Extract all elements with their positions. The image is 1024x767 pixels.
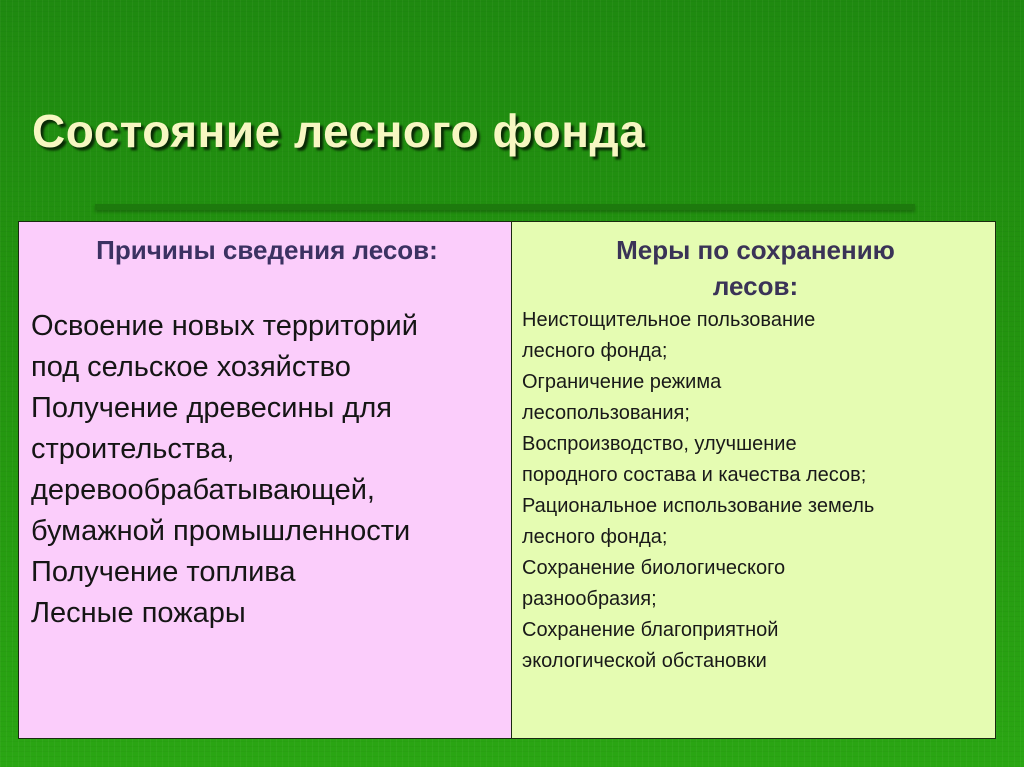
causes-line: Получение древесины для: [31, 392, 392, 424]
comparison-table: [18, 221, 996, 739]
measures-line: Неистощительное пользование: [522, 309, 816, 331]
measures-list: [522, 305, 989, 677]
causes-line: Получение топлива: [31, 556, 296, 588]
causes-list: [31, 306, 503, 634]
slide-title: Состояние лесного фонда: [32, 105, 646, 157]
causes-column: [19, 222, 512, 738]
causes-line: под сельское хозяйство: [31, 351, 351, 383]
causes-line: Освоение новых территорий: [31, 310, 418, 342]
measures-line: Сохранение биологического: [522, 557, 786, 579]
causes-line: бумажной промышленности: [31, 515, 411, 547]
measures-line: разнообразия;: [522, 588, 657, 610]
causes-heading: Причины сведения лесов:: [96, 235, 438, 265]
measures-column: [512, 222, 995, 738]
measures-line: Воспроизводство, улучшение: [522, 433, 797, 455]
measures-heading-line-2: лесов:: [712, 271, 799, 301]
measures-heading-line-1: Меры по сохранению: [616, 235, 895, 265]
title-divider: [95, 204, 915, 210]
measures-line: Сохранение благоприятной: [522, 619, 779, 641]
measures-line: Рациональное использование земель: [522, 495, 875, 517]
causes-line: строительства,: [31, 433, 235, 465]
measures-line: лесного фонда;: [522, 526, 668, 548]
causes-line: Лесные пожары: [31, 597, 246, 629]
measures-line: лесопользования;: [522, 402, 690, 424]
measures-line: Ограничение режима: [522, 371, 722, 393]
measures-line: экологической обстановки: [522, 650, 767, 672]
causes-line: деревообрабатывающей,: [31, 474, 375, 506]
measures-line: лесного фонда;: [522, 340, 668, 362]
measures-line: породного состава и качества лесов;: [522, 464, 867, 486]
